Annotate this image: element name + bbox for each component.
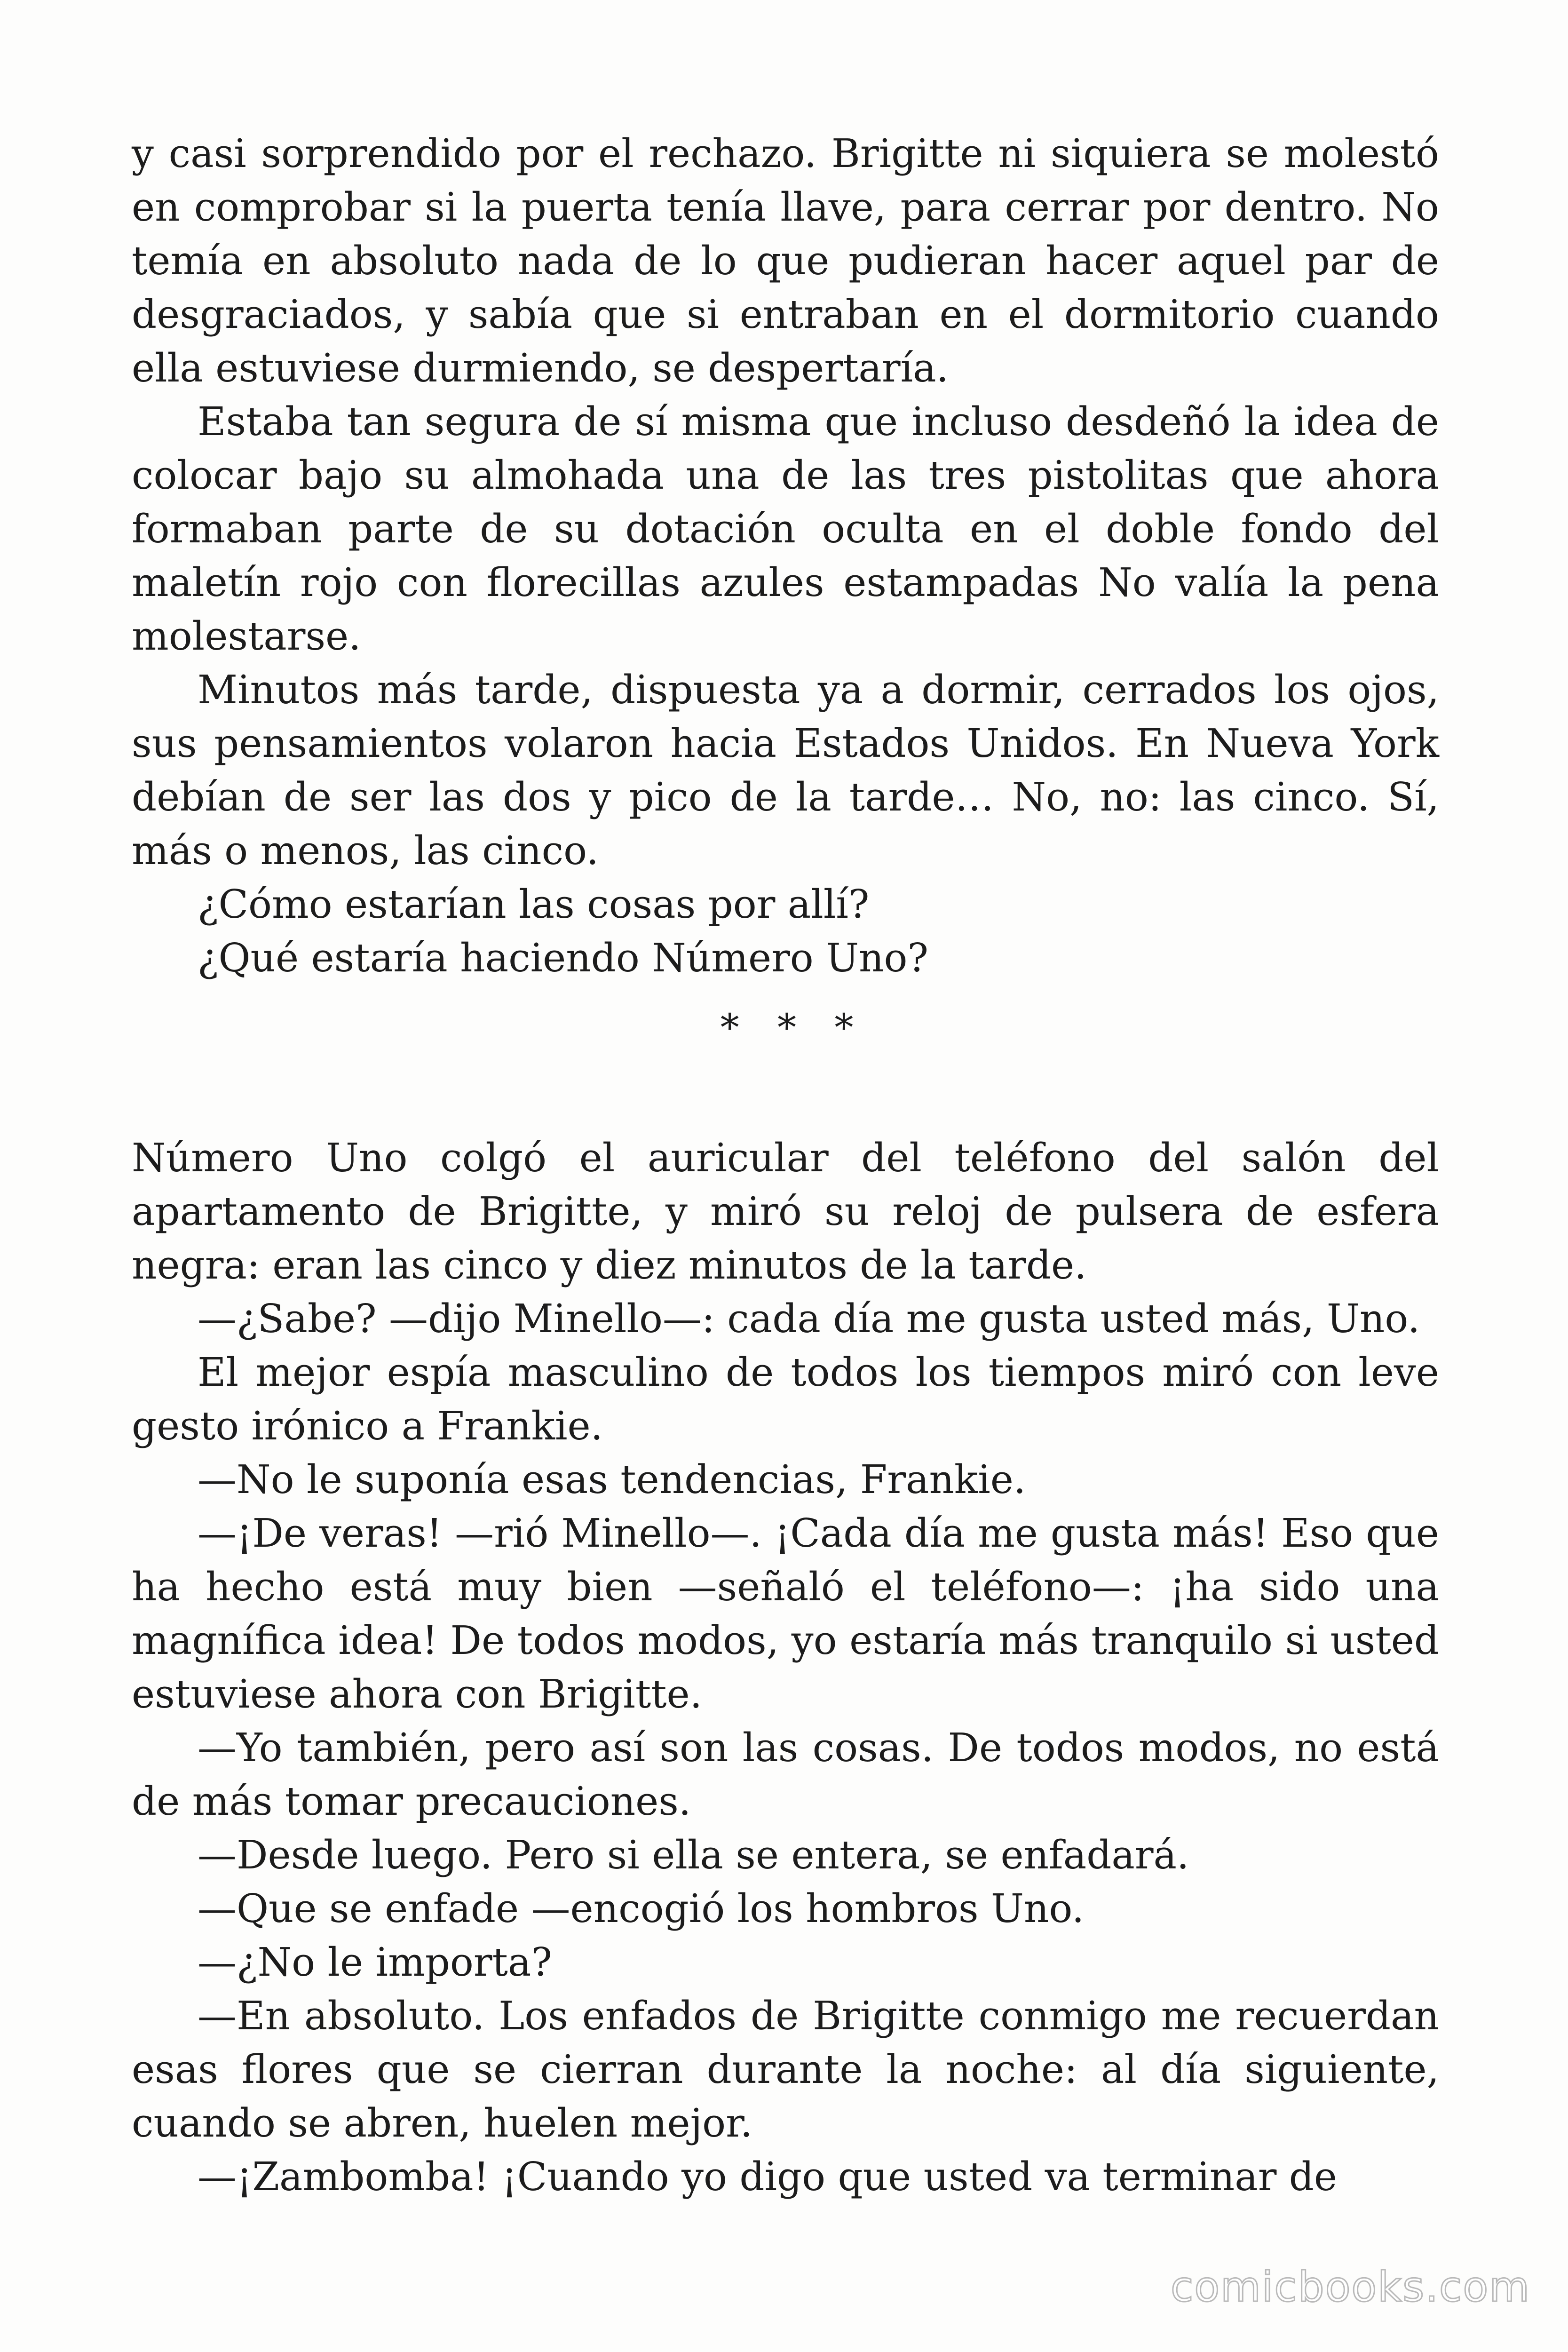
paragraph: Minutos más tarde, dispuesta ya a dormir, cerrados los ojos, sus pensamientos volaron hacia Estados Unidos. En Nueva York debían de ser las dos y pico de la tarde… No, no: las cinco. Sí, más o menos, las cinco. [132, 667, 1439, 874]
paragraph: Número Uno colgó el auricular del teléfono del salón del apartamento de Brigitte, y miró su reloj de pulsera de esfera negra: eran las cinco y diez minutos de la tarde. [132, 1135, 1439, 1288]
paragraph: —Yo también, pero así son las cosas. De todos modos, no está de más tomar precauciones. [132, 1725, 1439, 1824]
paragraph: —¿No le importa? [198, 1939, 552, 1985]
paragraph: —Que se enfade —encogió los hombros Uno. [198, 1886, 1085, 1931]
watermark: comicbooks.com [1170, 2263, 1530, 2311]
section-separator: * * * [720, 1006, 867, 1049]
paragraph: El mejor espía masculino de todos los tiempos miró con leve gesto irónico a Frankie. [132, 1350, 1439, 1449]
paragraph: y casi sorprendido por el rechazo. Brigitte ni siquiera se molestó en comprobar si la puerta tenía llave, para cerrar por dentro. No temía en absoluto nada de lo que pudieran hacer aquel par de desgraciados, y sabía que si entraban en el dormitorio cuando ella estuviese durmiendo, se despertaría. [132, 131, 1439, 391]
paragraph: —No le suponía esas tendencias, Frankie. [198, 1457, 1026, 1502]
paragraph: —¡Zambomba! ¡Cuando yo digo que usted va terminar de [198, 2154, 1338, 2200]
paragraph: —En absoluto. Los enfados de Brigitte conmigo me recuerdan esas flores que se cierran durante la noche: al día siguiente, cuando se abren, huelen mejor. [132, 1993, 1439, 2146]
paragraph: Estaba tan segura de sí misma que incluso desdeñó la idea de colocar bajo su almohada una de las tres pistolitas que ahora formaban parte de su dotación oculta en el doble fondo del maletín rojo con florecillas azules estampadas No valía la pena molestarse. [132, 399, 1439, 659]
text-section-2 [132, 1131, 1439, 2204]
paragraph: ¿Qué estaría haciendo Número Uno? [198, 935, 928, 981]
text-section-1 [132, 127, 1439, 985]
paragraph: —Desde luego. Pero si ella se entera, se enfadará. [198, 1832, 1189, 1878]
paragraph: ¿Cómo estarían las cosas por allí? [198, 882, 870, 927]
paragraph: —¡De veras! —rió Minello—. ¡Cada día me gusta más! Eso que ha hecho está muy bien —señaló el teléfono—: ¡ha sido una magnífica idea! De todos modos, yo estaría más tranquilo si usted estuviese ahora con Brigitte. [132, 1510, 1439, 1717]
paragraph: —¿Sabe? —dijo Minello—: cada día me gusta usted más, Uno. [198, 1296, 1420, 1342]
